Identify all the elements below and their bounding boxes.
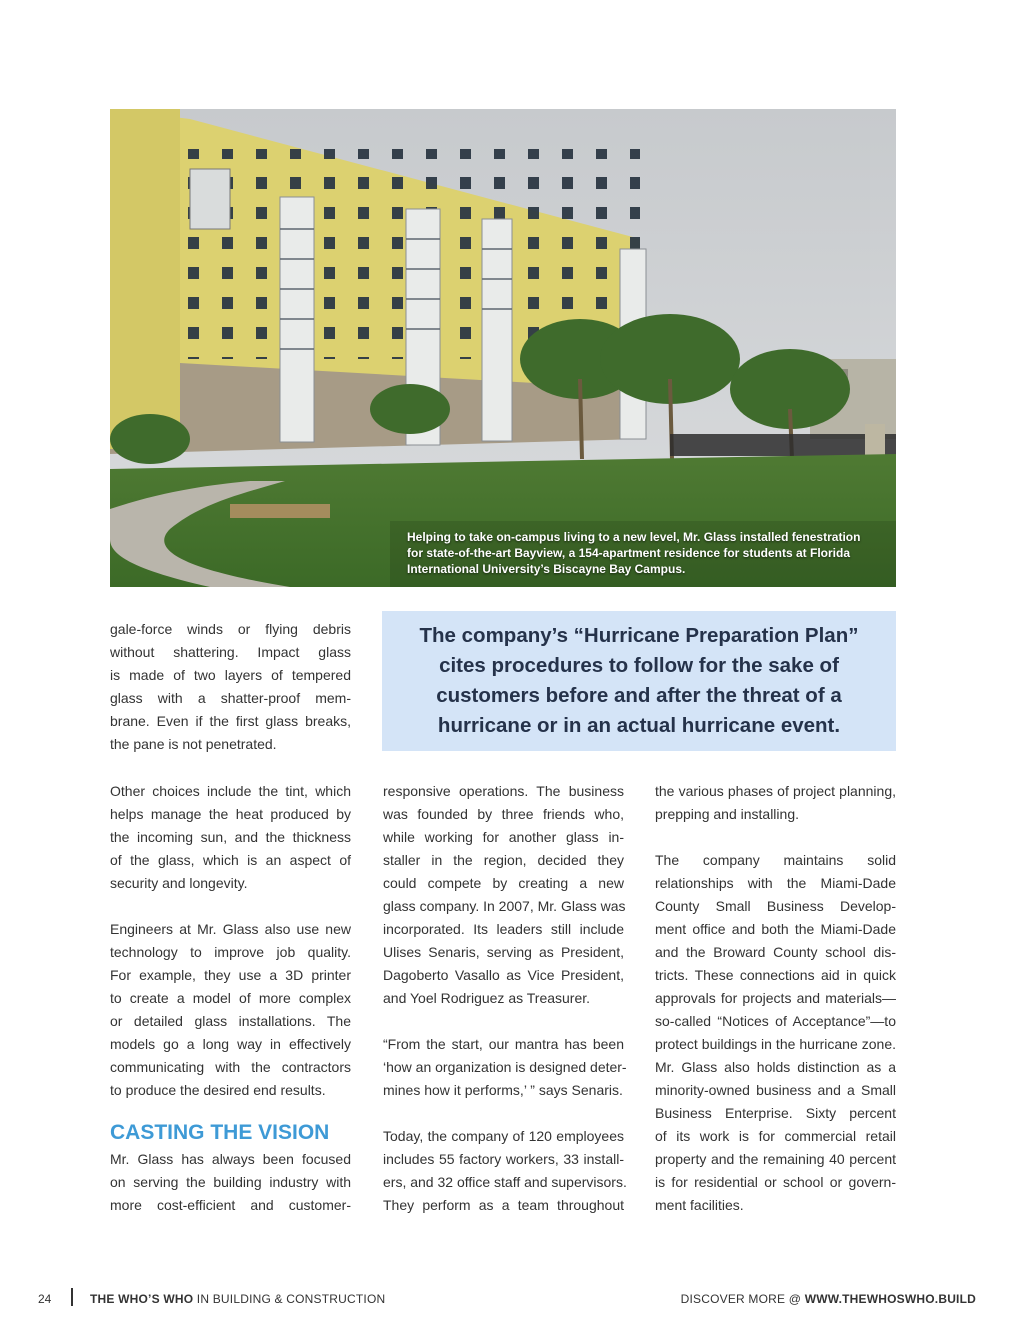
body-line: The company maintains solid bbox=[655, 852, 896, 868]
page-footer bbox=[0, 1286, 1024, 1316]
discover-more bbox=[681, 1292, 976, 1306]
pull-quote-line: The company’s “Hurricane Preparation Plan” bbox=[419, 624, 859, 647]
body-line: staller in the region, decided they bbox=[383, 852, 624, 868]
caption-line: for state-of-the-art Bayview, a 154-apartment residence for students at Florida bbox=[407, 546, 850, 560]
body-line: on serving the building industry with bbox=[110, 1174, 351, 1190]
website-link[interactable]: WWW.THEWHOSWHO.BUILD bbox=[804, 1292, 976, 1306]
column-3 bbox=[655, 780, 896, 1217]
publication-name-rest: IN BUILDING & CONSTRUCTION bbox=[193, 1292, 386, 1306]
body-line: to produce the desired end results. bbox=[110, 1082, 326, 1098]
body-line: brane. Even if the first glass breaks, bbox=[110, 713, 351, 729]
body-line: includes 55 factory workers, 33 install- bbox=[383, 1151, 624, 1167]
caption-line: International University’s Biscayne Bay Campus. bbox=[407, 562, 686, 576]
body-line: helps manage the heat produced by bbox=[110, 806, 351, 822]
body-line: tricts. These connections aid in quick bbox=[655, 967, 896, 983]
body-line: technology to improve job quality. bbox=[110, 944, 351, 960]
publication-name-bold: THE WHO’S WHO bbox=[90, 1292, 194, 1306]
body-line: or detailed glass installations. The bbox=[110, 1013, 351, 1029]
footer-divider bbox=[71, 1288, 73, 1306]
body-line: Engineers at Mr. Glass also use new bbox=[110, 921, 351, 937]
pull-quote bbox=[382, 611, 896, 751]
pull-quote-line: customers before and after the threat of a bbox=[436, 684, 842, 707]
body-line: of the glass, which is an aspect of bbox=[110, 852, 351, 868]
body-line: Business Enterprise. Sixty percent bbox=[655, 1105, 896, 1121]
body-line: without shattering. Impact glass bbox=[110, 644, 351, 660]
body-line: models go a long way in effectively bbox=[110, 1036, 351, 1052]
body-line: and the Broward County school dis- bbox=[655, 944, 896, 960]
body-line: Ulises Senaris, serving as President, bbox=[383, 944, 624, 960]
body-line: the pane is not penetrated. bbox=[110, 736, 277, 752]
body-line: Mr. Glass also holds distinction as a bbox=[655, 1059, 896, 1075]
building-photo bbox=[110, 109, 896, 587]
discover-prefix: DISCOVER MORE @ bbox=[680, 1292, 805, 1306]
body-line: was founded by three friends who, bbox=[383, 806, 624, 822]
body-line: incorporated. Its leaders still include bbox=[383, 921, 624, 937]
body-line: the various phases of project planning, bbox=[655, 783, 896, 799]
body-line: property and the remaining 40 percent bbox=[655, 1151, 896, 1167]
section-heading: CASTING THE VISION bbox=[110, 1121, 330, 1144]
body-line: is for residential or school or govern- bbox=[655, 1174, 896, 1190]
column-1-continued bbox=[110, 780, 351, 1217]
column-2 bbox=[383, 780, 627, 1217]
pull-quote-line: hurricane or in an actual hurricane event. bbox=[437, 714, 841, 737]
body-line: Mr. Glass has always been focused bbox=[110, 1151, 351, 1167]
page-number: 24 bbox=[38, 1292, 52, 1306]
body-line: County Small Business Develop- bbox=[655, 898, 896, 914]
body-line: ment facilities. bbox=[655, 1197, 744, 1213]
caption-line: Helping to take on-campus living to a new level, Mr. Glass installed fenestration bbox=[407, 530, 861, 544]
building-illustration bbox=[110, 109, 896, 587]
body-line: is made of two layers of tempered bbox=[110, 667, 351, 683]
body-line: protect buildings in the hurricane zone. bbox=[655, 1036, 896, 1052]
body-line: Other choices include the tint, which bbox=[110, 783, 351, 799]
body-line: the incoming sun, and the thickness bbox=[110, 829, 351, 845]
photo-caption bbox=[407, 529, 877, 577]
publication-name bbox=[90, 1292, 385, 1306]
body-line: ers, and 32 office staff and supervisors. bbox=[383, 1174, 627, 1190]
body-line: communicating with the contractors bbox=[110, 1059, 351, 1075]
body-line: Today, the company of 120 employees bbox=[383, 1128, 624, 1144]
body-line: relationships with the Miami-Dade bbox=[655, 875, 896, 891]
body-line: so-called “Notices of Acceptance”—to bbox=[655, 1013, 896, 1029]
pull-quote-line: cites procedures to follow for the sake of bbox=[439, 654, 839, 677]
body-line: They perform as a team throughout bbox=[383, 1197, 624, 1213]
body-line: security and longevity. bbox=[110, 875, 248, 891]
body-line: while working for another glass in- bbox=[383, 829, 624, 845]
body-line: to create a model of more complex bbox=[110, 990, 351, 1006]
body-line: minority-owned business and a Small bbox=[655, 1082, 896, 1098]
body-line: Dagoberto Vasallo as Vice President, bbox=[383, 967, 624, 983]
body-line: and Yoel Rodriguez as Treasurer. bbox=[383, 990, 591, 1006]
body-line: For example, they use a 3D printer bbox=[110, 967, 351, 983]
body-line: more cost-efficient and customer- bbox=[110, 1197, 351, 1213]
body-line: ‘how an organization is designed deter- bbox=[383, 1059, 627, 1075]
body-line: of its work is for commercial retail bbox=[655, 1128, 896, 1144]
column-1 bbox=[110, 618, 351, 756]
body-line: glass company. In 2007, Mr. Glass was bbox=[383, 898, 626, 914]
body-line: ment office and both the Miami-Dade bbox=[655, 921, 896, 937]
body-line: “From the start, our mantra has been bbox=[383, 1036, 624, 1052]
body-line: glass with a shatter-proof mem- bbox=[110, 690, 351, 706]
body-line: gale-force winds or flying debris bbox=[110, 621, 351, 637]
body-line: responsive operations. The business bbox=[383, 783, 624, 799]
body-line: could compete by creating a new bbox=[383, 875, 624, 891]
body-line: approvals for projects and materials— bbox=[655, 990, 896, 1006]
body-line: mines how it performs,’ ” says Senaris. bbox=[383, 1082, 623, 1098]
body-line: prepping and installing. bbox=[655, 806, 799, 822]
